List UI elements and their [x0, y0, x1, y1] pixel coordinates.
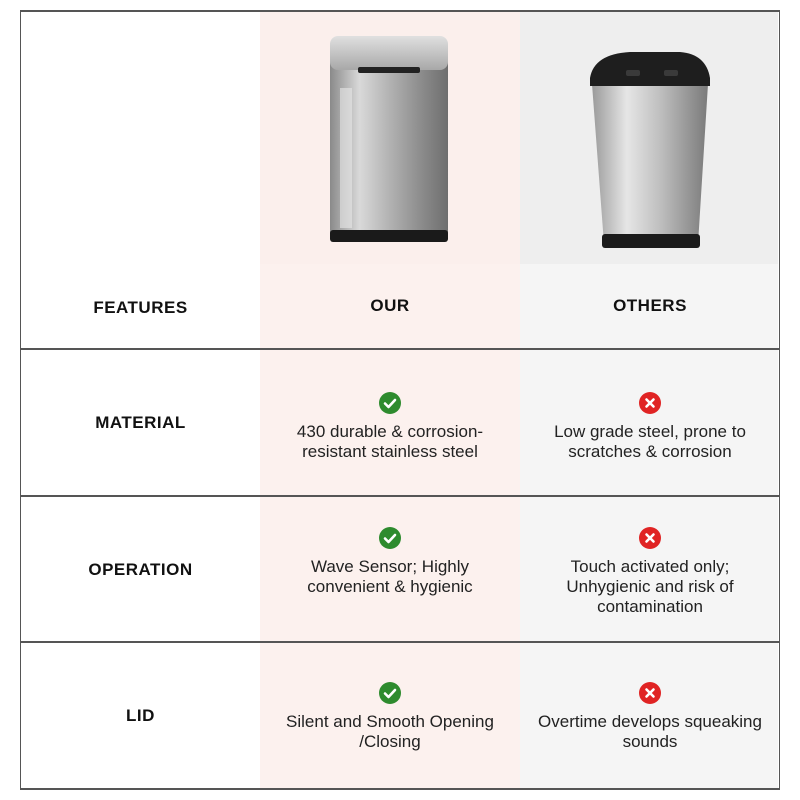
row-divider	[21, 348, 779, 350]
row-ours-material	[260, 392, 520, 462]
ours-trash-can-image	[260, 12, 520, 264]
comparison-table	[20, 10, 780, 790]
x-circle-icon	[639, 392, 661, 414]
check-circle-icon	[379, 682, 401, 704]
row-feature-operation: OPERATION	[88, 560, 193, 579]
row-feature-material: MATERIAL	[95, 413, 186, 432]
ours-header: OUR	[370, 296, 410, 315]
row-feature-lid: LID	[126, 706, 155, 725]
others-trash-can-image	[520, 12, 778, 264]
others-product-cell	[520, 12, 778, 264]
ours-operation-text: Wave Sensor; Highly convenient & hygienic	[307, 557, 473, 596]
check-circle-icon	[379, 527, 401, 549]
row-divider	[21, 641, 779, 643]
row-divider	[21, 495, 779, 497]
others-lid-text: Overtime develops squeaking sounds	[538, 712, 762, 751]
ours-material-text: 430 durable & corrosion-resistant stainless steel	[296, 422, 484, 461]
row-others-operation	[520, 527, 780, 617]
others-operation-text: Touch activated only; Unhygienic and risk of contamination	[566, 557, 734, 616]
others-header: OTHERS	[613, 296, 687, 315]
row-others-lid	[520, 682, 780, 752]
ours-lid-text: Silent and Smooth Opening /Closing	[286, 712, 494, 751]
x-circle-icon	[639, 682, 661, 704]
row-others-material	[520, 392, 780, 462]
features-header: FEATURES	[93, 298, 188, 317]
row-ours-lid	[260, 682, 520, 752]
check-circle-icon	[379, 392, 401, 414]
x-circle-icon	[639, 527, 661, 549]
row-ours-operation	[260, 527, 520, 597]
ours-product-cell	[260, 12, 520, 264]
others-material-text: Low grade steel, prone to scratches & corrosion	[554, 422, 746, 461]
